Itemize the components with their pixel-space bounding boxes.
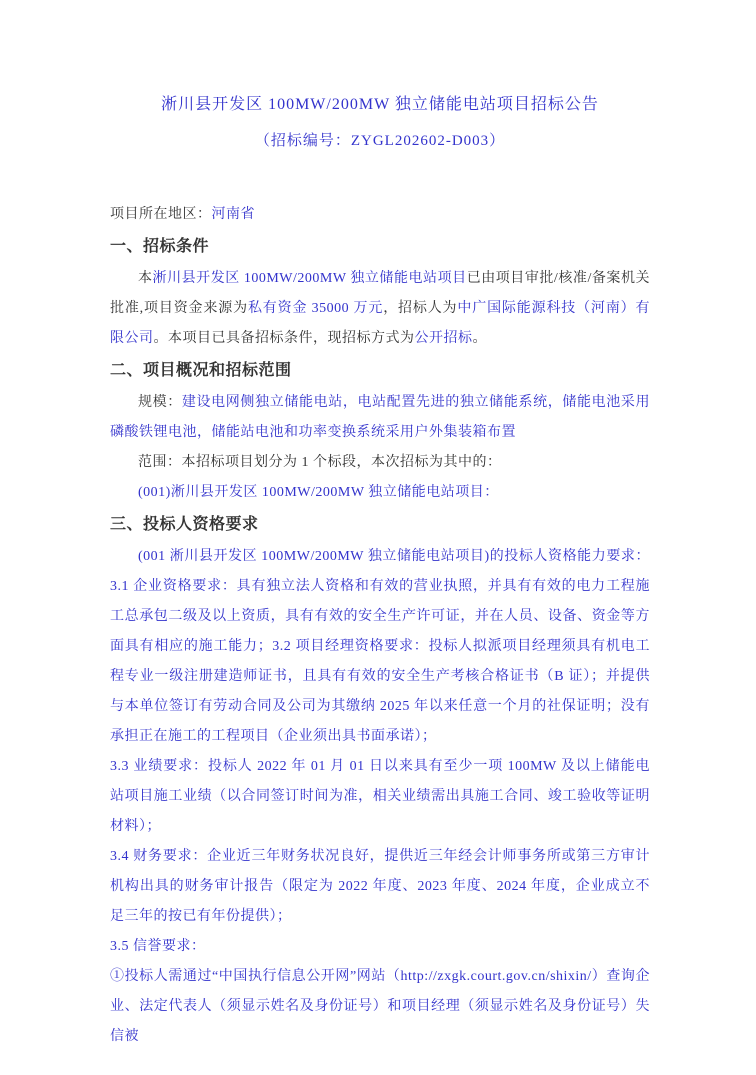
text-segment: 公开招标: [414, 331, 473, 346]
text-segment: 河南省: [211, 207, 255, 222]
text-segment: 规模：: [138, 395, 182, 410]
section-heading: 二、项目概况和招标范围: [110, 362, 292, 379]
paragraph: [110, 388, 650, 448]
text-segment: 。本项目已具备招标条件，现招标方式为: [153, 331, 415, 346]
paragraph: [110, 752, 650, 842]
tender-number: （招标编号：ZYGL202602-D003）: [254, 133, 506, 149]
text-segment: 3.5 信誉要求：: [110, 939, 206, 954]
text-segment: 已由项目审批/核准/备案机关批准,项目资金来源为: [110, 271, 651, 316]
text-segment: 建设电网侧独立储能电站，电站配置先进的独立储能系统，储能电池采用磷酸铁锂电池，储能站电池和功率变换系统采用户外集装箱布置: [110, 395, 651, 440]
section-heading: 三、投标人资格要求: [110, 516, 259, 533]
paragraph: [110, 478, 650, 508]
text-segment: 3.3 业绩要求：投标人 2022 年 01 月 01 日以来具有至少一项 100MW 及以上储能电站项目施工业绩（以合同签订时间为准，相关业绩需出具施工合同、竣工验收等证明材料）；: [110, 759, 650, 834]
document-body: [110, 200, 650, 1052]
text-segment: 项目所在地区：: [110, 207, 212, 222]
paragraph: [110, 448, 650, 478]
paragraph: [110, 962, 650, 1052]
section-heading: 一、招标条件: [110, 238, 210, 255]
paragraph: [110, 200, 650, 230]
paragraph: [110, 542, 650, 752]
text-segment: (001 淅川县开发区 100MW/200MW 独立储能电站项目)的投标人资格能力要求：3.1 企业资格要求：具有独立法人资格和有效的营业执照，并具有有效的电力工程施工总承包二级及以上资质，具有有效的安全生产许可证，并在人员、设备、资金等方面具有相应的施工能力；3.2 项目经理资格要求：投标人拟派项目经理须具有机电工程专业一级注册建造师证书，且具有有效的安全生产考核合格证书（B 证）；并提供与本单位签订有劳动合同及公司为其缴纳 2025 年以来任意一个月的社保证明；没有承担正在施工的工程项目（企业须出具书面承诺）；: [110, 549, 650, 744]
paragraph: [110, 264, 650, 354]
text-segment: (001)淅川县开发区 100MW/200MW 独立储能电站项目：: [138, 485, 499, 500]
paragraph: [110, 932, 650, 962]
paragraph: [110, 842, 650, 932]
text-segment: 本: [138, 271, 153, 286]
text-segment: ①投标人需通过“中国执行信息公开网”网站（http://zxgk.court.gov.cn/shixin/）查询企业、法定代表人（须显示姓名及身份证号）和项目经理（须显示姓名及身份证号）失信被: [110, 969, 650, 1044]
text-segment: 淅川县开发区 100MW/200MW 独立储能电站项目: [152, 271, 467, 286]
text-segment: 3.4 财务要求：企业近三年财务状况良好，提供近三年经会计师事务所或第三方审计机构出具的财务审计报告（限定为 2022 年度、2023 年度、2024 年度，企业成立不足三年的按已有年份提供）；: [110, 849, 650, 924]
text-segment: 中广国际能源科技（河南）有限公司: [110, 301, 651, 346]
text-segment: 私有资金 35000 万元: [247, 301, 384, 316]
document-title: 淅川县开发区 100MW/200MW 独立储能电站项目招标公告: [161, 96, 599, 113]
text-segment: 范围：本招标项目划分为 1 个标段，本次招标为其中的：: [138, 455, 502, 470]
text-segment: ，招标人为: [383, 301, 458, 316]
text-segment: 。: [472, 331, 487, 346]
